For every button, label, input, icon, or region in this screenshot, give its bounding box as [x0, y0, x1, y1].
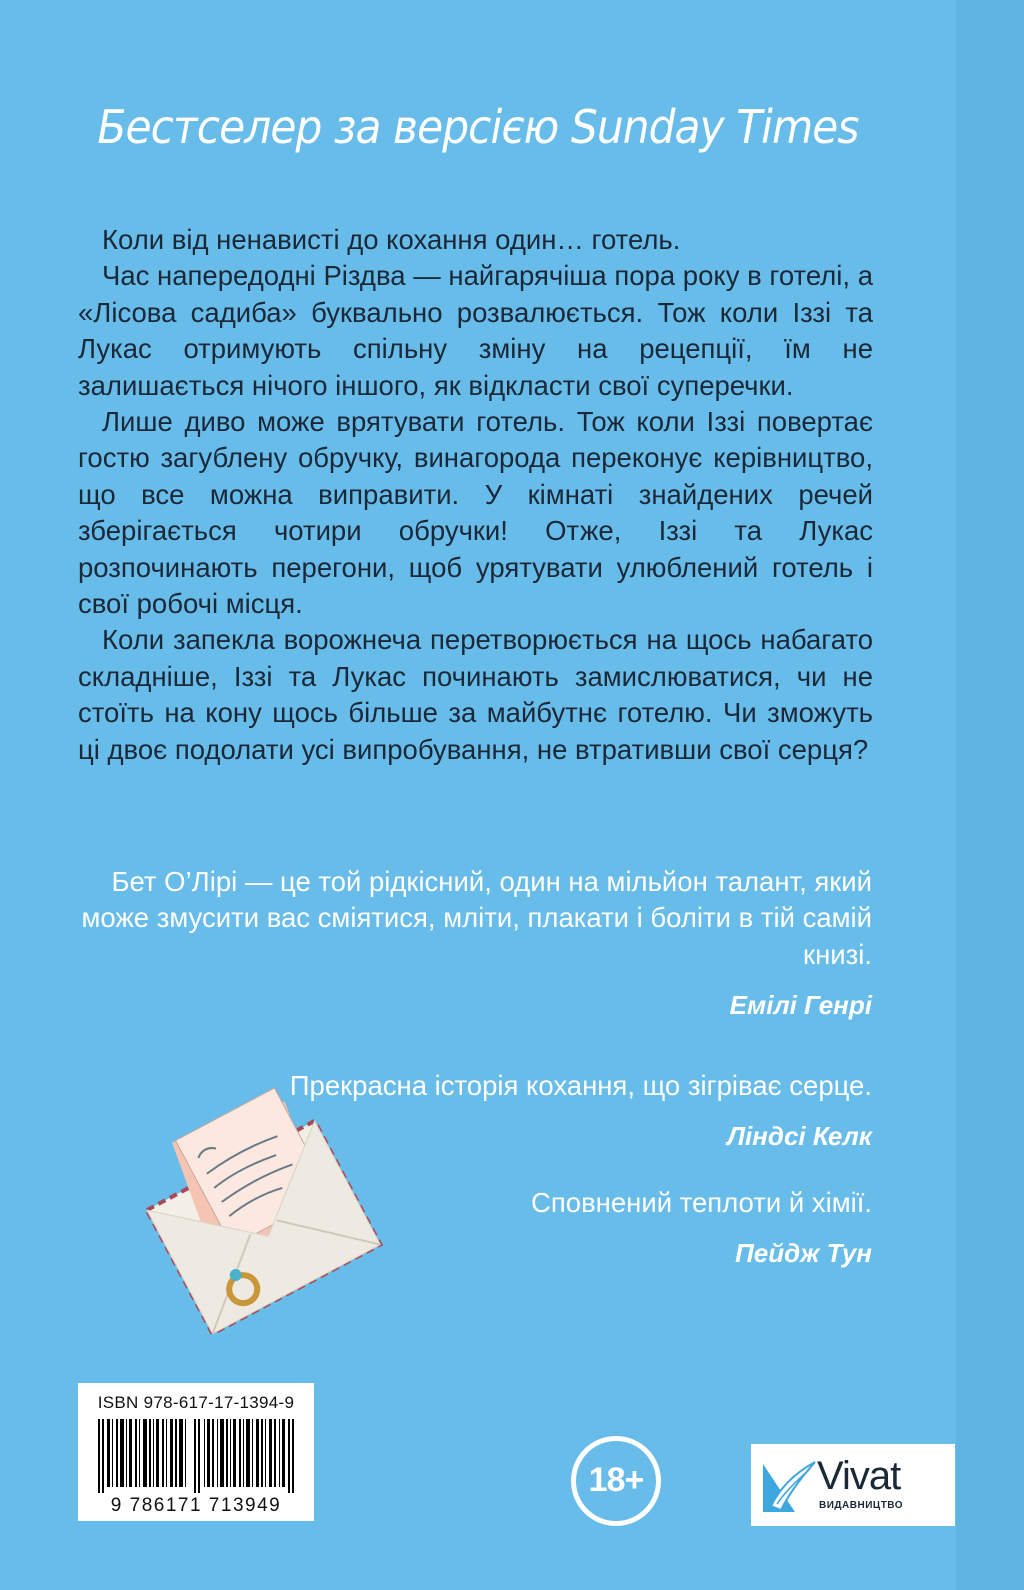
age-rating-badge	[571, 1436, 661, 1526]
quote-author: Ліндсі Келк	[727, 1121, 872, 1152]
quote-author: Пейдж Тун	[735, 1238, 872, 1269]
quote-text: Сповнений теплоти й хімії.	[531, 1187, 872, 1218]
blurb-paragraph: Час напередодні Різдва — найгарячіша пора року в готелі, а «Лісова садиба» буквально розвалюється. Тож коли Іззі та Лукас отримують спільну зміну на рецепції, їм не залишається нічого іншого, як відкласти свої суперечки.	[78, 260, 873, 401]
book-blurb	[78, 222, 873, 768]
envelope-with-ring-illustration	[138, 1085, 398, 1365]
quote-text: Прекрасна історія кохання, що зігріває серце.	[289, 1070, 872, 1101]
publisher-logo	[751, 1444, 955, 1526]
blurb-paragraph: Лише диво може врятувати готель. Тож коли Іззі повертає гостю загублену обручку, винагорода переконує керівництво, що все можна виправити. У кімнаті знайдених речей зберігається чотири обручки! Отже, Іззі та Лукас розпочинають перегони, щоб урятувати улюблений готель і свої робочі місця.	[78, 406, 873, 620]
barcode	[98, 1419, 298, 1493]
barcode-digits: 9 786171 713949	[110, 1495, 282, 1516]
quote-author: Емілі Генрі	[729, 990, 872, 1021]
review-quote	[72, 864, 872, 1024]
isbn-barcode-block	[78, 1383, 314, 1521]
vivat-logo-mark	[759, 1454, 819, 1516]
cover-spine-edge	[956, 0, 1024, 1590]
blurb-paragraph: Коли запекла ворожнеча перетворюється на щось набагато складніше, Іззі та Лукас починають замислюватися, чи не стоїть на кону щось більше за майбутнє готелю. Чи зможуть ці двоє подолати усі випробування, не втративши свої серця?	[78, 624, 873, 765]
review-quote	[531, 1185, 872, 1272]
blurb-paragraph: Коли від ненависті до кохання один… готель.	[102, 224, 681, 255]
age-rating-label: 18+	[588, 1461, 644, 1499]
publisher-subtitle: ВИДАВНИЦТВО	[819, 1500, 904, 1511]
publisher-name: Vivat	[817, 1454, 901, 1498]
cover-headline: Бестселер за версією Sunday Times	[97, 100, 859, 154]
quote-text: Бет О’Лірі — це той рідкісний, один на мільйон талант, який може змусити вас сміятися, мліти, плакати і боліти в тій самій книзі.	[81, 866, 872, 970]
isbn-label: ISBN 978-617-17-1394-9	[97, 1393, 295, 1412]
